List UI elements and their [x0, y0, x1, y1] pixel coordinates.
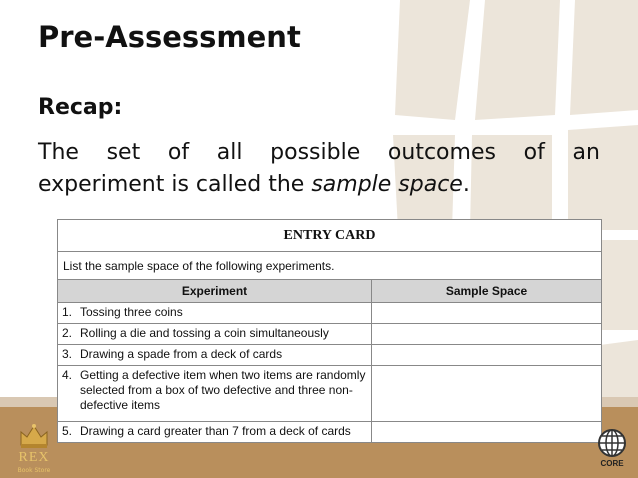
entry-card — [57, 219, 602, 443]
entry-card-instruction: List the sample space of the following experiments. — [58, 252, 601, 280]
recap-word: of — [523, 140, 545, 165]
recap-word: all — [216, 140, 243, 165]
sample-space-cell — [372, 303, 601, 323]
column-header-sample-space: Sample Space — [445, 284, 528, 298]
recap-line-1 — [38, 137, 600, 169]
core-logo-text: CORE — [600, 459, 624, 468]
recap-label: Recap: — [38, 95, 123, 120]
table-row — [58, 324, 601, 345]
table-row — [58, 366, 601, 422]
sample-space-cell — [372, 345, 601, 365]
experiment-cell: 1. Tossing three coins — [58, 303, 372, 323]
sample-space-cell — [372, 366, 601, 421]
core-logo — [592, 428, 632, 474]
table-row — [58, 303, 601, 324]
slide-title: Pre-Assessment — [38, 20, 301, 54]
experiment-cell: 2. Rolling a die and tossing a coin simultaneously — [58, 324, 372, 344]
sample-space-cell — [372, 422, 601, 443]
sample-space-term: sample space — [311, 172, 463, 197]
recap-paragraph — [38, 137, 600, 201]
recap-line-2: experiment is called the sample space. — [38, 172, 470, 197]
rex-logo — [8, 423, 60, 477]
experiment-cell: 3. Drawing a spade from a deck of cards — [58, 345, 372, 365]
column-header-experiment: Experiment — [58, 280, 372, 302]
table-row — [58, 345, 601, 366]
sample-space-cell — [372, 324, 601, 344]
table-row — [58, 422, 601, 443]
rex-logo-subtext: Book Store — [17, 467, 51, 474]
entry-card-title: ENTRY CARD — [58, 220, 601, 252]
entry-card-header-row — [58, 280, 601, 303]
globe-icon — [596, 428, 628, 458]
recap-word: The — [38, 140, 79, 165]
experiment-cell: 4. Getting a defective item when two items are randomly selected from a box of two defective and three non-defective items — [58, 366, 372, 421]
recap-word: outcomes — [387, 140, 496, 165]
recap-word: possible — [270, 140, 361, 165]
recap-word: set — [106, 140, 141, 165]
recap-word: of — [167, 140, 190, 165]
crown-icon — [18, 423, 50, 449]
recap-word: an — [572, 140, 600, 165]
rex-logo-text: REX — [18, 450, 50, 465]
experiment-cell: 5. Drawing a card greater than 7 from a deck of cards — [58, 422, 372, 443]
